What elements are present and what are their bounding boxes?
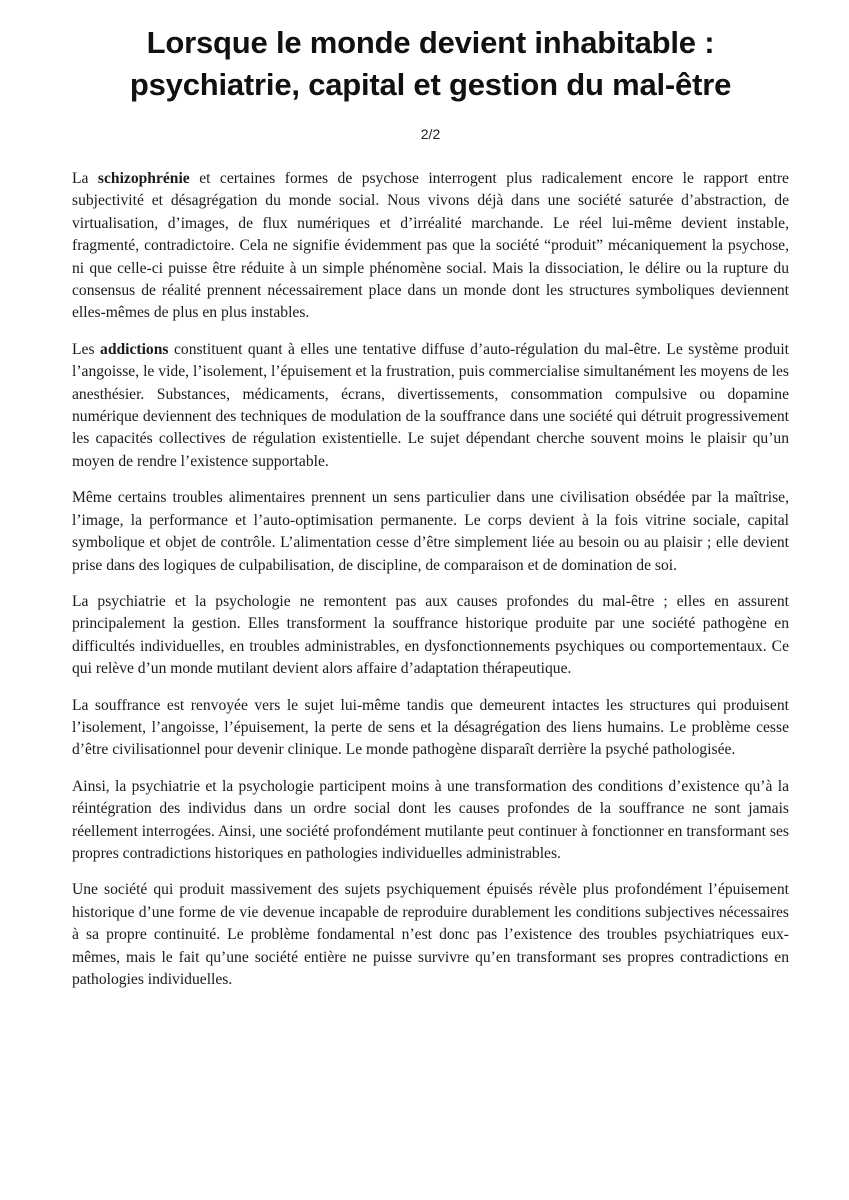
paragraph-text: constituent quant à elles une tentative diffuse d’auto-régulation du mal-être. Le système produit l’angoisse, le vide, l’isolement, l’épuisement et la frustration, puis commercialise simultanément les moyens de les anesthésier. Substances, médicaments, écrans, divertissements, consommation compulsive ou dopamine numérique deviennent des techniques de modulation de la souffrance dans une société qui détruit progressivement les capacités collectives de régulation existentielle. Le sujet dépendant cherche souvent moins le plaisir qu’un moyen de rendre l’existence supportable. [72,340,790,470]
paragraph-text: La souffrance est renvoyée vers le sujet lui-même tandis que demeurent intactes les structures qui produisent l’isolement, l’angoisse, l’épuisement, la perte de sens et la désagrégation des liens humains. Le problème cesse d’être civilisationnel pour devenir clinique. Le monde pathogène disparaît derrière la psyché pathologisée. [72,696,789,759]
paragraph-souffrance [72,695,789,762]
paragraph-text: La psychiatrie et la psychologie ne remontent pas aux causes profondes du mal-être ; elles en assurent principalement la gestion. Elles transforment la souffrance historique produite par une société pathogène en difficultés individuelles, en troubles administrables, en dysfonctionnements psychiques ou comportementaux. Ce qui relève d’un monde mutilant devient alors affaire d’adaptation thérapeutique. [72,592,789,678]
paragraph-text: Une société qui produit massivement des sujets psychiquement épuisés révèle plus profondément l’épuisement historique d’une forme de vie devenue incapable de reproduire durablement les conditions subjectives nécessaires à sa propre continuité. Le problème fondamental n’est donc pas l’existence des troubles psychiatriques eux-mêmes, mais le fait qu’une société entière ne puisse survivre qu’en transformant ses propres contradictions en pathologies individuelles. [72,881,789,988]
paragraph-keyword: schizophrénie [97,170,190,187]
paragraph-addictions [72,339,789,473]
paragraph-text: Même certains troubles alimentaires prennent un sens particulier dans une civilisation obsédée par la maîtrise, l’image, la performance et l’auto-optimisation permanente. Le corps devient à la fois vitrine sociale, capital symbolique et objet de contrôle. L’alimentation cesse d’être simplement liée au besoin ou au plaisir ; elle devient prise dans des logiques de culpabilisation, de discipline, de comparaison et de domination de soi. [72,489,789,574]
paragraph-text: et certaines formes de psychose interrogent plus radicalement encore le rapport entre subjectivité et désagrégation du monde social. Nous vivons déjà dans une société saturée d’abstraction, de virtualisation, d’images, de flux numériques et d’irréalité marchande. Le réel lui-même devient instable, fragmenté, contradictoire. Cela ne signifie évidemment pas que la société “produit” mécaniquement la psychose, ni que celle-ci puisse être réduite à un simple phénomène social. Mais la dissociation, le délire ou la rupture du consensus de réalité prennent nécessairement place dans un monde dont les structures symboliques deviennent elles-mêmes de plus en plus instables. [72,170,789,322]
paragraph-lead: La [72,170,98,187]
paragraph-text: Ainsi, la psychiatrie et la psychologie participent moins à une transformation des conditions d’existence qu’à la réintégration des individus dans un ordre social dont les causes profondes de la souffrance ne sont jamais réellement interrogées. Ainsi, une société profondément mutilante peut continuer à fonctionner en transformant ses propres contradictions historiques en pathologies individuelles administrables. [72,777,789,862]
document-page [72,22,789,1005]
paragraph-schizophrenie [72,168,789,325]
paragraph-keyword: addictions [100,340,169,358]
paragraph-reintegration [72,776,789,866]
document-title [72,22,789,106]
paragraph-conclusion [72,879,789,991]
paragraph-gestion [72,591,789,681]
title-line-1: Lorsque le monde devient inhabitable : [146,25,715,60]
page-indicator: 2/2 [420,126,441,142]
title-line-2: psychiatrie, capital et gestion du mal-être [129,67,732,102]
paragraph-lead: Les [72,340,101,358]
paragraph-troubles-alimentaires [72,487,789,577]
